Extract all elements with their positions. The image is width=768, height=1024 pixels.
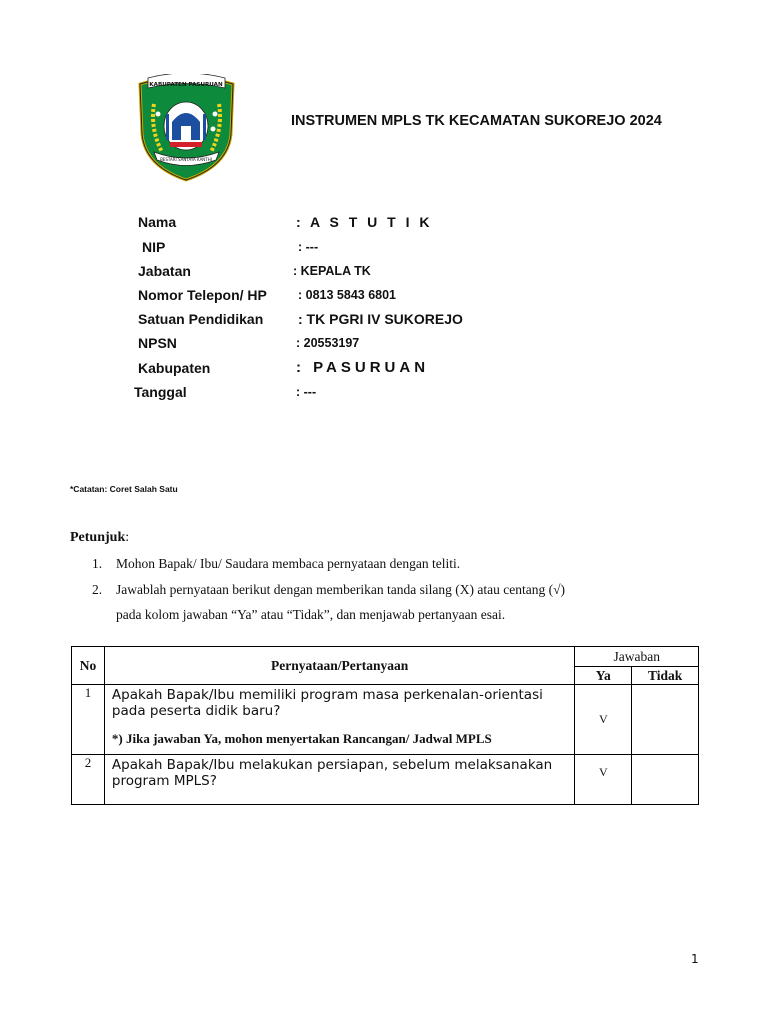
- identity-value-satuan: : TK PGRI IV SUKOREJO: [298, 311, 463, 327]
- document-title: INSTRUMEN MPLS TK KECAMATAN SUKOREJO 2024: [291, 113, 662, 129]
- identity-value-nip: : ---: [298, 240, 319, 254]
- catatan-note: *Catatan: Coret Salah Satu: [70, 484, 178, 494]
- question-text: Apakah Bapak/Ibu melakukan persiapan, sebelum melaksanakan program MPLS?: [111, 757, 553, 789]
- header-tidak: Tidak: [632, 667, 699, 685]
- identity-value-jabatan: : KEPALA TK: [293, 264, 371, 278]
- kabupaten-pasuruan-logo: [136, 74, 237, 182]
- identity-label-npsn: NPSN: [138, 335, 177, 351]
- petunjuk-heading: Petunjuk:: [70, 530, 130, 545]
- row-number: 1: [72, 685, 105, 755]
- table-row: [72, 685, 699, 755]
- identity-label-kabupaten: Kabupaten: [138, 360, 211, 376]
- question-text: Apakah Bapak/Ibu memiliki program masa perkenalan-orientasi pada peserta didik baru?: [111, 687, 543, 719]
- identity-label-telepon: Nomor Telepon/ HP: [138, 287, 267, 303]
- header-answer: Jawaban: [575, 647, 699, 667]
- header-question: Pernyataan/Pertanyaan: [104, 647, 575, 685]
- page-number: 1: [691, 952, 699, 966]
- instruction-number-2: 2.: [92, 582, 103, 597]
- row-number: 2: [72, 755, 105, 805]
- petunjuk-heading-text: Petunjuk: [70, 530, 126, 545]
- identity-value-tanggal: : ---: [296, 385, 317, 399]
- identity-value-nama: : A S T U T I K: [296, 214, 433, 230]
- logo-motto-text: BESTARI SANTAYA KANTHI: [160, 157, 212, 162]
- header-ya: Ya: [575, 667, 632, 685]
- instruction-text-2: Jawablah pernyataan berikut dengan memberikan tanda silang (X) atau centang (√): [116, 582, 565, 597]
- identity-label-tanggal: Tanggal: [134, 384, 187, 400]
- question-note: *) Jika jawaban Ya, mohon menyertakan Rancangan/ Jadwal MPLS: [111, 731, 492, 746]
- answer-tidak-cell[interactable]: [632, 685, 699, 755]
- identity-value-npsn: : 20553197: [296, 336, 360, 350]
- instruction-text-2-cont: pada kolom jawaban “Ya” atau “Tidak”, dan menjawab pertanyaan esai.: [116, 607, 506, 622]
- instruction-number-1: 1.: [92, 556, 103, 571]
- logo-banner-text: KABUPATEN PASURUAN: [149, 82, 223, 88]
- answer-ya-cell[interactable]: V: [575, 685, 632, 755]
- identity-label-jabatan: Jabatan: [138, 263, 191, 279]
- question-table: [71, 646, 699, 805]
- question-cell: [104, 755, 575, 805]
- header-no: No: [72, 647, 105, 685]
- table-row: [72, 755, 699, 805]
- identity-value-telepon: : 0813 5843 6801: [298, 288, 397, 302]
- identity-value-kabupaten: : PASURUAN: [296, 359, 430, 376]
- identity-label-nip: NIP: [142, 239, 166, 255]
- question-cell: [104, 685, 575, 755]
- identity-label-nama: Nama: [138, 214, 177, 230]
- answer-tidak-cell[interactable]: [632, 755, 699, 805]
- instruction-text-1: Mohon Bapak/ Ibu/ Saudara membaca pernyataan dengan teliti.: [116, 556, 461, 571]
- answer-ya-cell[interactable]: V: [575, 755, 632, 805]
- identity-label-satuan: Satuan Pendidikan: [138, 311, 264, 327]
